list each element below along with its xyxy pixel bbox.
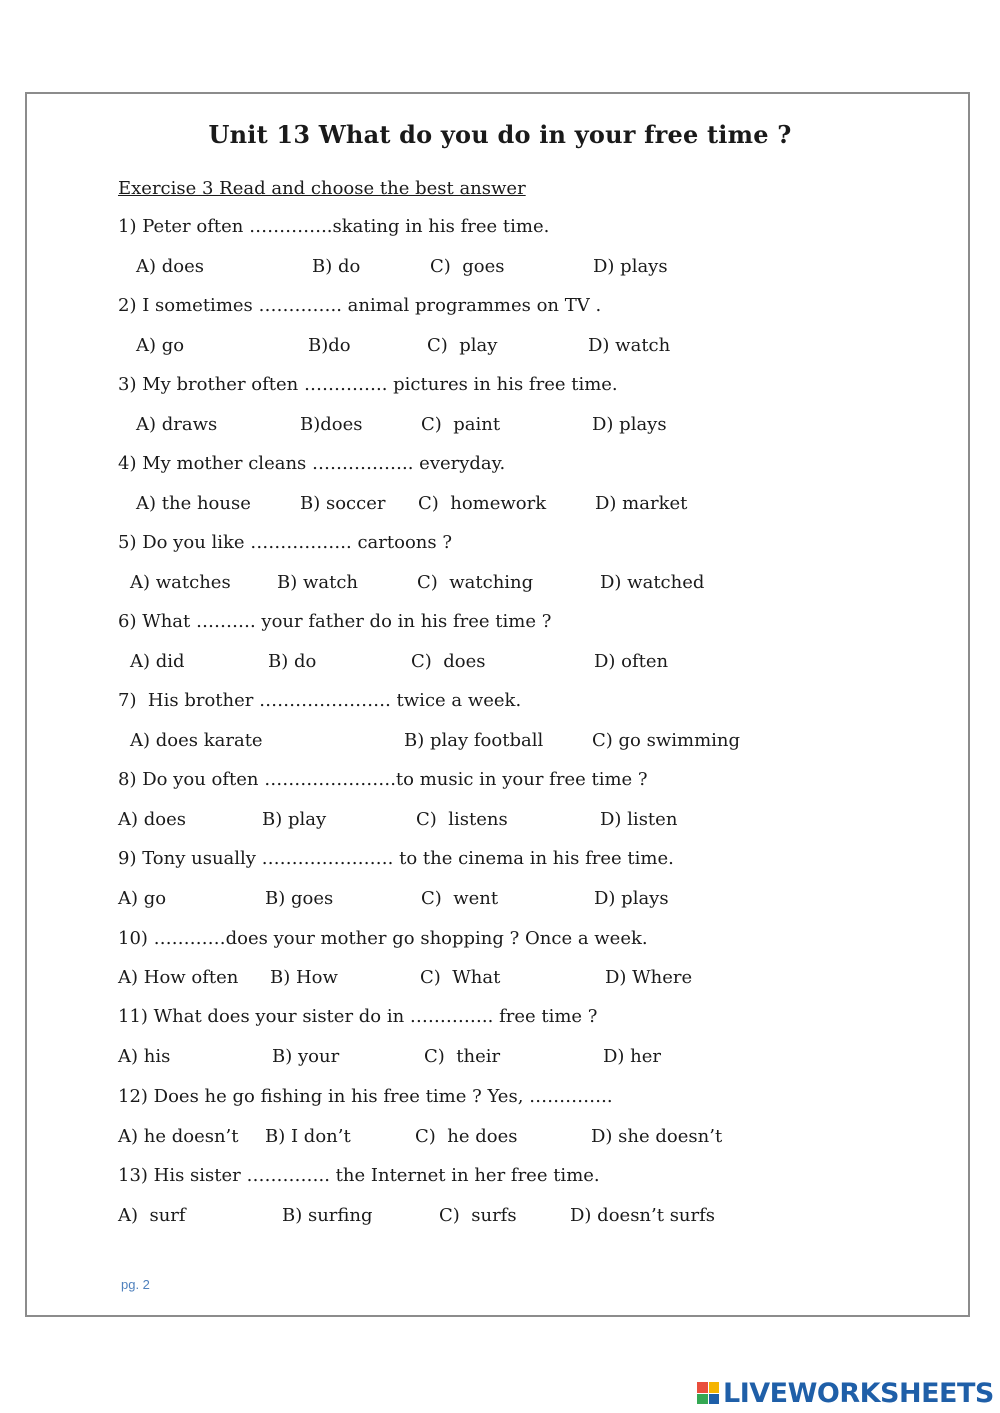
question-2-option-c[interactable]: C) play: [427, 335, 498, 356]
question-12-option-c[interactable]: C) he does: [415, 1126, 518, 1147]
question-5-option-d[interactable]: D) watched: [600, 572, 705, 593]
question-1-option-a[interactable]: A) does: [136, 256, 204, 277]
question-4-option-a[interactable]: A) the house: [136, 493, 251, 514]
question-3-option-b[interactable]: B)does: [300, 414, 363, 435]
question-6-option-a[interactable]: A) did: [130, 651, 185, 672]
question-6-option-d[interactable]: D) often: [594, 651, 669, 672]
question-13-option-a[interactable]: A) surf: [118, 1205, 186, 1226]
question-9-option-c[interactable]: C) went: [421, 888, 499, 909]
question-8: 8) Do you often ………………….to music in your free time ?: [118, 769, 648, 790]
question-6-option-c[interactable]: C) does: [411, 651, 486, 672]
question-5: 5) Do you like …………….. cartoons ?: [118, 532, 452, 553]
worksheet-title: Unit 13 What do you do in your free time ?: [208, 120, 792, 149]
question-11-option-c[interactable]: C) their: [424, 1046, 501, 1067]
question-10-option-a[interactable]: A) How often: [118, 967, 239, 988]
question-10-option-c[interactable]: C) What: [420, 967, 501, 988]
question-2-option-d[interactable]: D) watch: [588, 335, 671, 356]
question-12-option-a[interactable]: A) he doesn’t: [118, 1126, 239, 1147]
question-11-option-d[interactable]: D) her: [603, 1046, 662, 1067]
question-12-option-d[interactable]: D) she doesn’t: [591, 1126, 723, 1147]
brand-mark-icon: [697, 1382, 719, 1404]
question-2: 2) I sometimes ………….. animal programmes on TV .: [118, 295, 602, 316]
question-12: 12) Does he go fishing in his free time ? Yes, …………..: [118, 1086, 613, 1107]
question-3-option-d[interactable]: D) plays: [592, 414, 667, 435]
page-number: pg. 2: [121, 1277, 150, 1292]
question-2-option-a[interactable]: A) go: [136, 335, 185, 356]
question-9-option-d[interactable]: D) plays: [594, 888, 669, 909]
question-4-option-c[interactable]: C) homework: [418, 493, 547, 514]
exercise-heading: Exercise 3 Read and choose the best answer: [118, 178, 526, 199]
question-10-option-b[interactable]: B) How: [270, 967, 338, 988]
question-13: 13) His sister ………….. the Internet in her free time.: [118, 1165, 600, 1186]
question-3-option-a[interactable]: A) draws: [136, 414, 218, 435]
question-1-option-c[interactable]: C) goes: [430, 256, 505, 277]
question-13-option-d[interactable]: D) doesn’t surfs: [570, 1205, 716, 1226]
question-5-option-a[interactable]: A) watches: [130, 572, 231, 593]
question-13-option-c[interactable]: C) surfs: [439, 1205, 517, 1226]
question-5-option-b[interactable]: B) watch: [277, 572, 359, 593]
question-4-option-d[interactable]: D) market: [595, 493, 688, 514]
question-4-option-b[interactable]: B) soccer: [300, 493, 386, 514]
question-9: 9) Tony usually …………………. to the cinema in his free time.: [118, 848, 674, 869]
question-10: 10) …………does your mother go shopping ? Once a week.: [118, 928, 648, 949]
question-7-option-a[interactable]: A) does karate: [130, 730, 263, 751]
question-5-option-c[interactable]: C) watching: [417, 572, 534, 593]
question-10-option-d[interactable]: D) Where: [605, 967, 693, 988]
question-4: 4) My mother cleans …………….. everyday.: [118, 453, 506, 474]
question-9-option-a[interactable]: A) go: [118, 888, 167, 909]
liveworksheets-logo[interactable]: [697, 1377, 994, 1409]
question-12-option-b[interactable]: B) I don’t: [265, 1126, 351, 1147]
question-1-option-b[interactable]: B) do: [312, 256, 361, 277]
question-11: 11) What does your sister do in ………….. free time ?: [118, 1006, 598, 1027]
question-9-option-b[interactable]: B) goes: [265, 888, 334, 909]
question-8-option-d[interactable]: D) listen: [600, 809, 678, 830]
brand-name: LIVEWORKSHEETS: [723, 1377, 994, 1409]
question-1-option-d[interactable]: D) plays: [593, 256, 668, 277]
question-3-option-c[interactable]: C) paint: [421, 414, 501, 435]
question-6: 6) What ………. your father do in his free time ?: [118, 611, 552, 632]
question-11-option-a[interactable]: A) his: [118, 1046, 171, 1067]
question-8-option-a[interactable]: A) does: [118, 809, 186, 830]
question-1: 1) Peter often …………..skating in his free time.: [118, 216, 550, 237]
question-3: 3) My brother often ………….. pictures in his free time.: [118, 374, 618, 395]
question-7-option-c[interactable]: C) go swimming: [592, 730, 741, 751]
question-11-option-b[interactable]: B) your: [272, 1046, 340, 1067]
question-2-option-b[interactable]: B)do: [308, 335, 351, 356]
question-6-option-b[interactable]: B) do: [268, 651, 317, 672]
question-8-option-c[interactable]: C) listens: [416, 809, 508, 830]
question-13-option-b[interactable]: B) surfing: [282, 1205, 373, 1226]
question-7-option-b[interactable]: B) play football: [404, 730, 544, 751]
question-8-option-b[interactable]: B) play: [262, 809, 327, 830]
question-7: 7) His brother …………………. twice a week.: [118, 690, 522, 711]
